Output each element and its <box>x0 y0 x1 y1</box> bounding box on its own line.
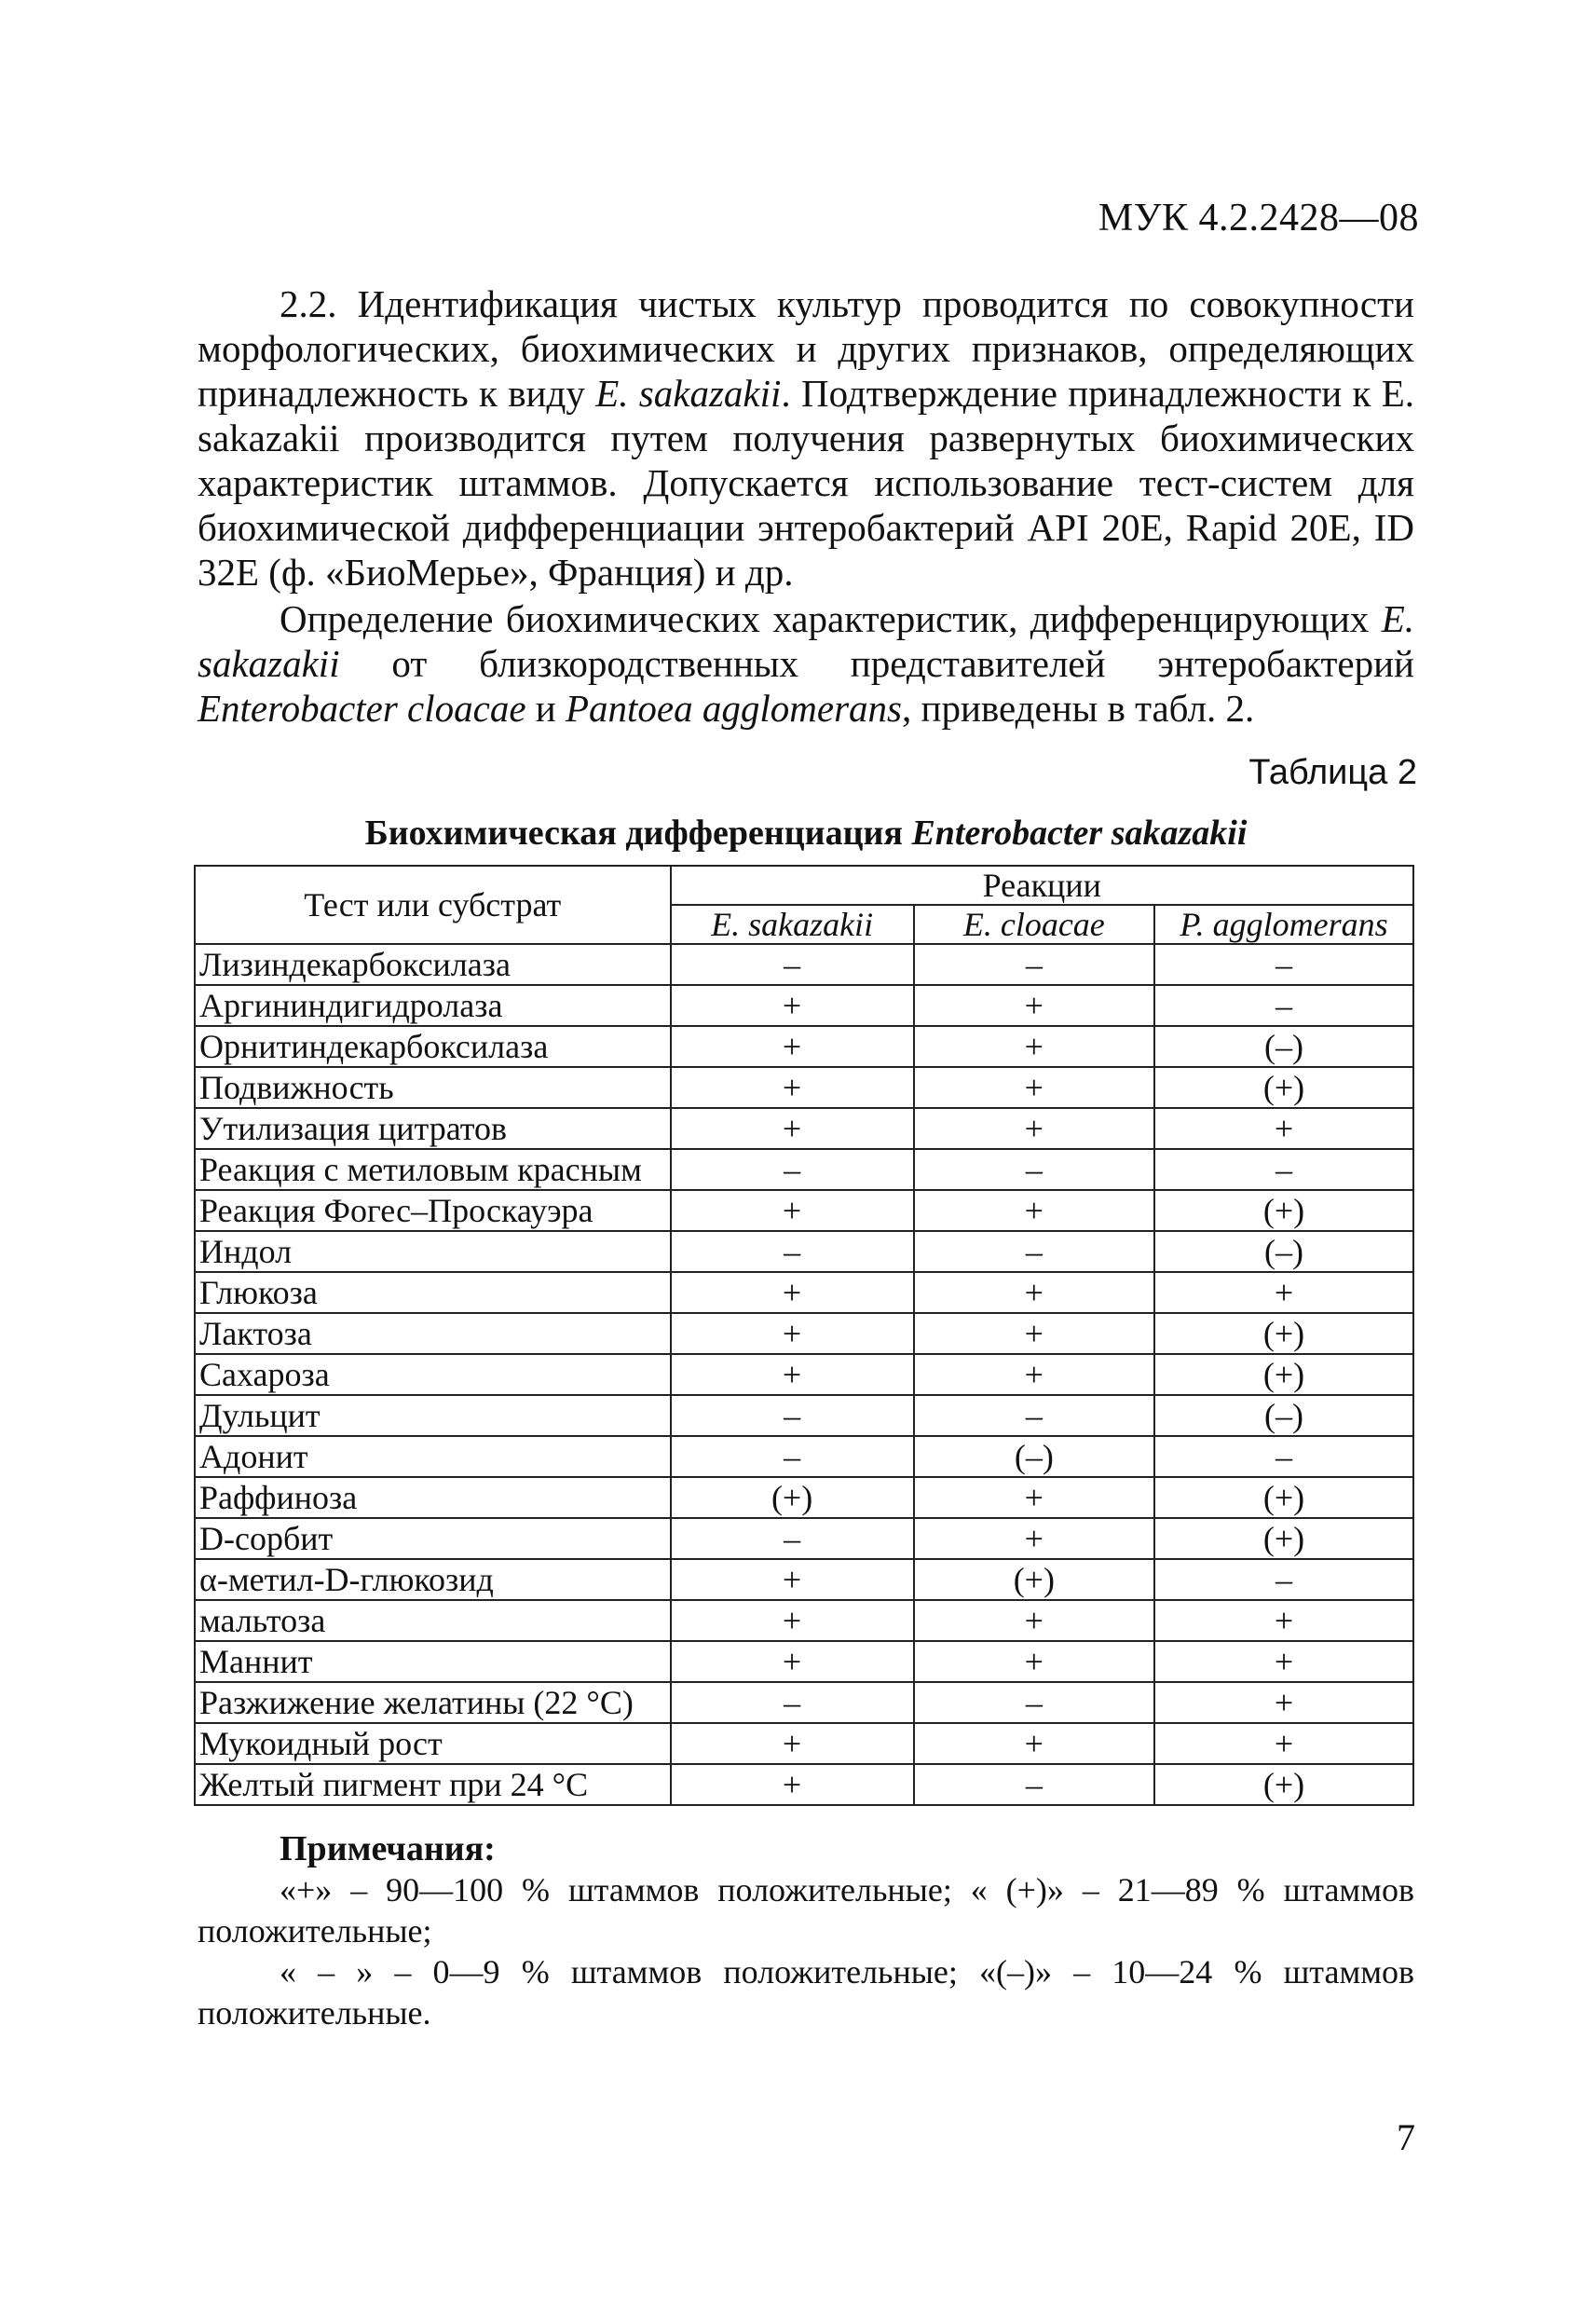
cell-e-cloacae: + <box>914 1026 1154 1067</box>
cell-e-sakazakii: + <box>671 1559 914 1600</box>
cell-e-cloacae: + <box>914 1641 1154 1682</box>
table-row <box>195 1190 1413 1231</box>
cell-test-name: α-метил-D-глюкозид <box>195 1559 671 1600</box>
cell-p-agglomerans: – <box>1154 1436 1413 1477</box>
cell-e-cloacae: – <box>914 1395 1154 1436</box>
cell-p-agglomerans: (+) <box>1154 1190 1413 1231</box>
cell-e-sakazakii: (+) <box>671 1477 914 1518</box>
note-line: « – » – 0—9 % штаммов положительные; «(–)» – 10—24 % штаммов положительные. <box>198 1953 1414 2032</box>
cell-p-agglomerans: + <box>1154 1641 1413 1682</box>
paragraph-identification <box>198 281 1414 595</box>
table-row <box>195 1723 1413 1764</box>
cell-p-agglomerans: – <box>1154 1559 1413 1600</box>
cell-test-name: Глюкоза <box>195 1272 671 1313</box>
table-body <box>195 944 1413 1805</box>
cell-e-sakazakii: – <box>671 1395 914 1436</box>
cell-e-cloacae: + <box>914 1067 1154 1108</box>
cell-test-name: Дульцит <box>195 1395 671 1436</box>
cell-p-agglomerans: (–) <box>1154 1395 1413 1436</box>
cell-e-sakazakii: + <box>671 1190 914 1231</box>
column-header-e-cloacae: E. cloacae <box>914 905 1154 944</box>
species-name: E. sakazakii <box>198 597 1414 685</box>
cell-test-name: Подвижность <box>195 1067 671 1108</box>
table-row <box>195 944 1413 985</box>
cell-test-name: Адонит <box>195 1436 671 1477</box>
cell-e-sakazakii: + <box>671 1026 914 1067</box>
cell-test-name: Желтый пигмент при 24 °С <box>195 1764 671 1805</box>
cell-e-cloacae: + <box>914 1354 1154 1395</box>
cell-e-cloacae: + <box>914 1518 1154 1559</box>
species-name: Pantoea agglomerans <box>566 687 902 730</box>
cell-test-name: Реакция с метиловым красным <box>195 1149 671 1190</box>
table-title-text: Биохимическая дифференциация <box>364 814 912 853</box>
column-header-reactions: Реакции <box>671 866 1414 905</box>
cell-e-cloacae: – <box>914 944 1154 985</box>
cell-e-cloacae: + <box>914 1190 1154 1231</box>
cell-e-cloacae: – <box>914 1764 1154 1805</box>
cell-p-agglomerans: + <box>1154 1600 1413 1641</box>
column-header-test: Тест или субстрат <box>195 866 671 944</box>
cell-test-name: Утилизация цитратов <box>195 1108 671 1149</box>
species-name: E. sakazakii <box>595 372 782 415</box>
paragraph-text: . Подтверждение принадлежности к E. sakazakii производится путем получения развернутых биохимических характеристик штаммов. Допускается использование тест-систем для биохимической дифференциации энтеробактерий API 20E, Rapid 20E, ID 32E (ф. «БиоМерье», Франция) и др. <box>198 372 1414 594</box>
cell-e-cloacae: (+) <box>914 1559 1154 1600</box>
cell-e-cloacae: (–) <box>914 1436 1154 1477</box>
cell-test-name: мальтоза <box>195 1600 671 1641</box>
cell-p-agglomerans: (+) <box>1154 1067 1413 1108</box>
column-header-e-sakazakii: E. sakazakii <box>671 905 914 944</box>
table-row <box>195 1231 1413 1272</box>
cell-e-cloacae: + <box>914 1108 1154 1149</box>
species-name: Enterobacter cloacae <box>198 687 526 730</box>
table-row <box>195 1600 1413 1641</box>
cell-p-agglomerans: (+) <box>1154 1764 1413 1805</box>
cell-p-agglomerans: – <box>1154 1149 1413 1190</box>
cell-p-agglomerans: (+) <box>1154 1477 1413 1518</box>
cell-p-agglomerans: + <box>1154 1108 1413 1149</box>
cell-test-name: Сахароза <box>195 1354 671 1395</box>
column-header-p-agglomerans: P. agglomerans <box>1154 905 1413 944</box>
paragraph-text: от близкородственных представителей энтеробактерий <box>339 642 1414 685</box>
table-label: Таблица 2 <box>1248 753 1417 792</box>
note-line: «+» – 90—100 % штаммов положительные; « (+)» – 21—89 % штаммов положительные; <box>198 1871 1414 1949</box>
cell-test-name: Орнитиндекарбоксилаза <box>195 1026 671 1067</box>
cell-p-agglomerans: (+) <box>1154 1354 1413 1395</box>
table-row <box>195 1764 1413 1805</box>
cell-p-agglomerans: (+) <box>1154 1518 1413 1559</box>
cell-p-agglomerans: + <box>1154 1682 1413 1723</box>
document-code: МУК 4.2.2428—08 <box>1098 197 1419 239</box>
paragraph-text: Определение биохимических характеристик, дифференцирующих <box>280 597 1382 640</box>
cell-e-cloacae: + <box>914 985 1154 1026</box>
cell-p-agglomerans: (–) <box>1154 1026 1413 1067</box>
paragraph-text: 2.2. Идентификация чистых культур проводится по совокупности морфологических, биохимических и других признаков, определяющих принадлежность к виду <box>198 282 1414 415</box>
cell-test-name: Мукоидный рост <box>195 1723 671 1764</box>
cell-e-sakazakii: – <box>671 1231 914 1272</box>
cell-e-cloacae: + <box>914 1600 1154 1641</box>
cell-e-cloacae: – <box>914 1149 1154 1190</box>
cell-p-agglomerans: (–) <box>1154 1231 1413 1272</box>
table-row <box>195 1682 1413 1723</box>
cell-test-name: Маннит <box>195 1641 671 1682</box>
cell-e-cloacae: – <box>914 1682 1154 1723</box>
biochemical-table <box>194 865 1414 1806</box>
cell-e-sakazakii: + <box>671 1600 914 1641</box>
cell-e-cloacae: + <box>914 1272 1154 1313</box>
cell-e-sakazakii: – <box>671 1518 914 1559</box>
cell-p-agglomerans: + <box>1154 1272 1413 1313</box>
cell-e-cloacae: + <box>914 1313 1154 1354</box>
cell-e-sakazakii: + <box>671 1723 914 1764</box>
table-row <box>195 1067 1413 1108</box>
table-row <box>195 1559 1413 1600</box>
paragraph-text: , приведены в табл. 2. <box>902 687 1255 730</box>
cell-e-sakazakii: – <box>671 1682 914 1723</box>
table-row <box>195 1518 1413 1559</box>
cell-test-name: Лизиндекарбоксилаза <box>195 944 671 985</box>
table-row <box>195 1026 1413 1067</box>
cell-e-sakazakii: – <box>671 944 914 985</box>
cell-e-sakazakii: – <box>671 1436 914 1477</box>
page-number: 7 <box>1397 2116 1415 2158</box>
cell-p-agglomerans: + <box>1154 1723 1413 1764</box>
cell-e-sakazakii: + <box>671 1354 914 1395</box>
cell-p-agglomerans: (+) <box>1154 1313 1413 1354</box>
cell-e-sakazakii: + <box>671 1313 914 1354</box>
cell-e-sakazakii: + <box>671 1272 914 1313</box>
table-row <box>195 985 1413 1026</box>
cell-test-name: Раффиноза <box>195 1477 671 1518</box>
paragraph-characteristics <box>198 596 1414 731</box>
cell-e-sakazakii: + <box>671 1108 914 1149</box>
table-row <box>195 1354 1413 1395</box>
paragraph-text: и <box>525 687 566 730</box>
cell-e-sakazakii: + <box>671 985 914 1026</box>
table-title <box>198 813 1414 854</box>
cell-test-name: Аргининдигидролаза <box>195 985 671 1026</box>
cell-test-name: Лактоза <box>195 1313 671 1354</box>
table-row <box>195 1108 1413 1149</box>
cell-e-cloacae: – <box>914 1231 1154 1272</box>
table-row <box>195 1641 1413 1682</box>
cell-test-name: Реакция Фогес–Проскауэра <box>195 1190 671 1231</box>
cell-e-sakazakii: + <box>671 1764 914 1805</box>
table-row <box>195 1436 1413 1477</box>
cell-e-cloacae: + <box>914 1477 1154 1518</box>
table-row <box>195 1395 1413 1436</box>
cell-test-name: D-сорбит <box>195 1518 671 1559</box>
notes-title: Примечания: <box>280 1829 496 1868</box>
cell-p-agglomerans: – <box>1154 985 1413 1026</box>
cell-test-name: Разжижение желатины (22 °С) <box>195 1682 671 1723</box>
table-row <box>195 1149 1413 1190</box>
table-row <box>195 1272 1413 1313</box>
cell-e-cloacae: + <box>914 1723 1154 1764</box>
cell-test-name: Индол <box>195 1231 671 1272</box>
cell-e-sakazakii: + <box>671 1067 914 1108</box>
table-row <box>195 1313 1413 1354</box>
cell-e-sakazakii: + <box>671 1641 914 1682</box>
cell-p-agglomerans: – <box>1154 944 1413 985</box>
table-title-species: Enterobacter sakazakii <box>911 814 1248 853</box>
cell-e-sakazakii: – <box>671 1149 914 1190</box>
table-row <box>195 1477 1413 1518</box>
notes-section <box>198 1828 1414 2033</box>
